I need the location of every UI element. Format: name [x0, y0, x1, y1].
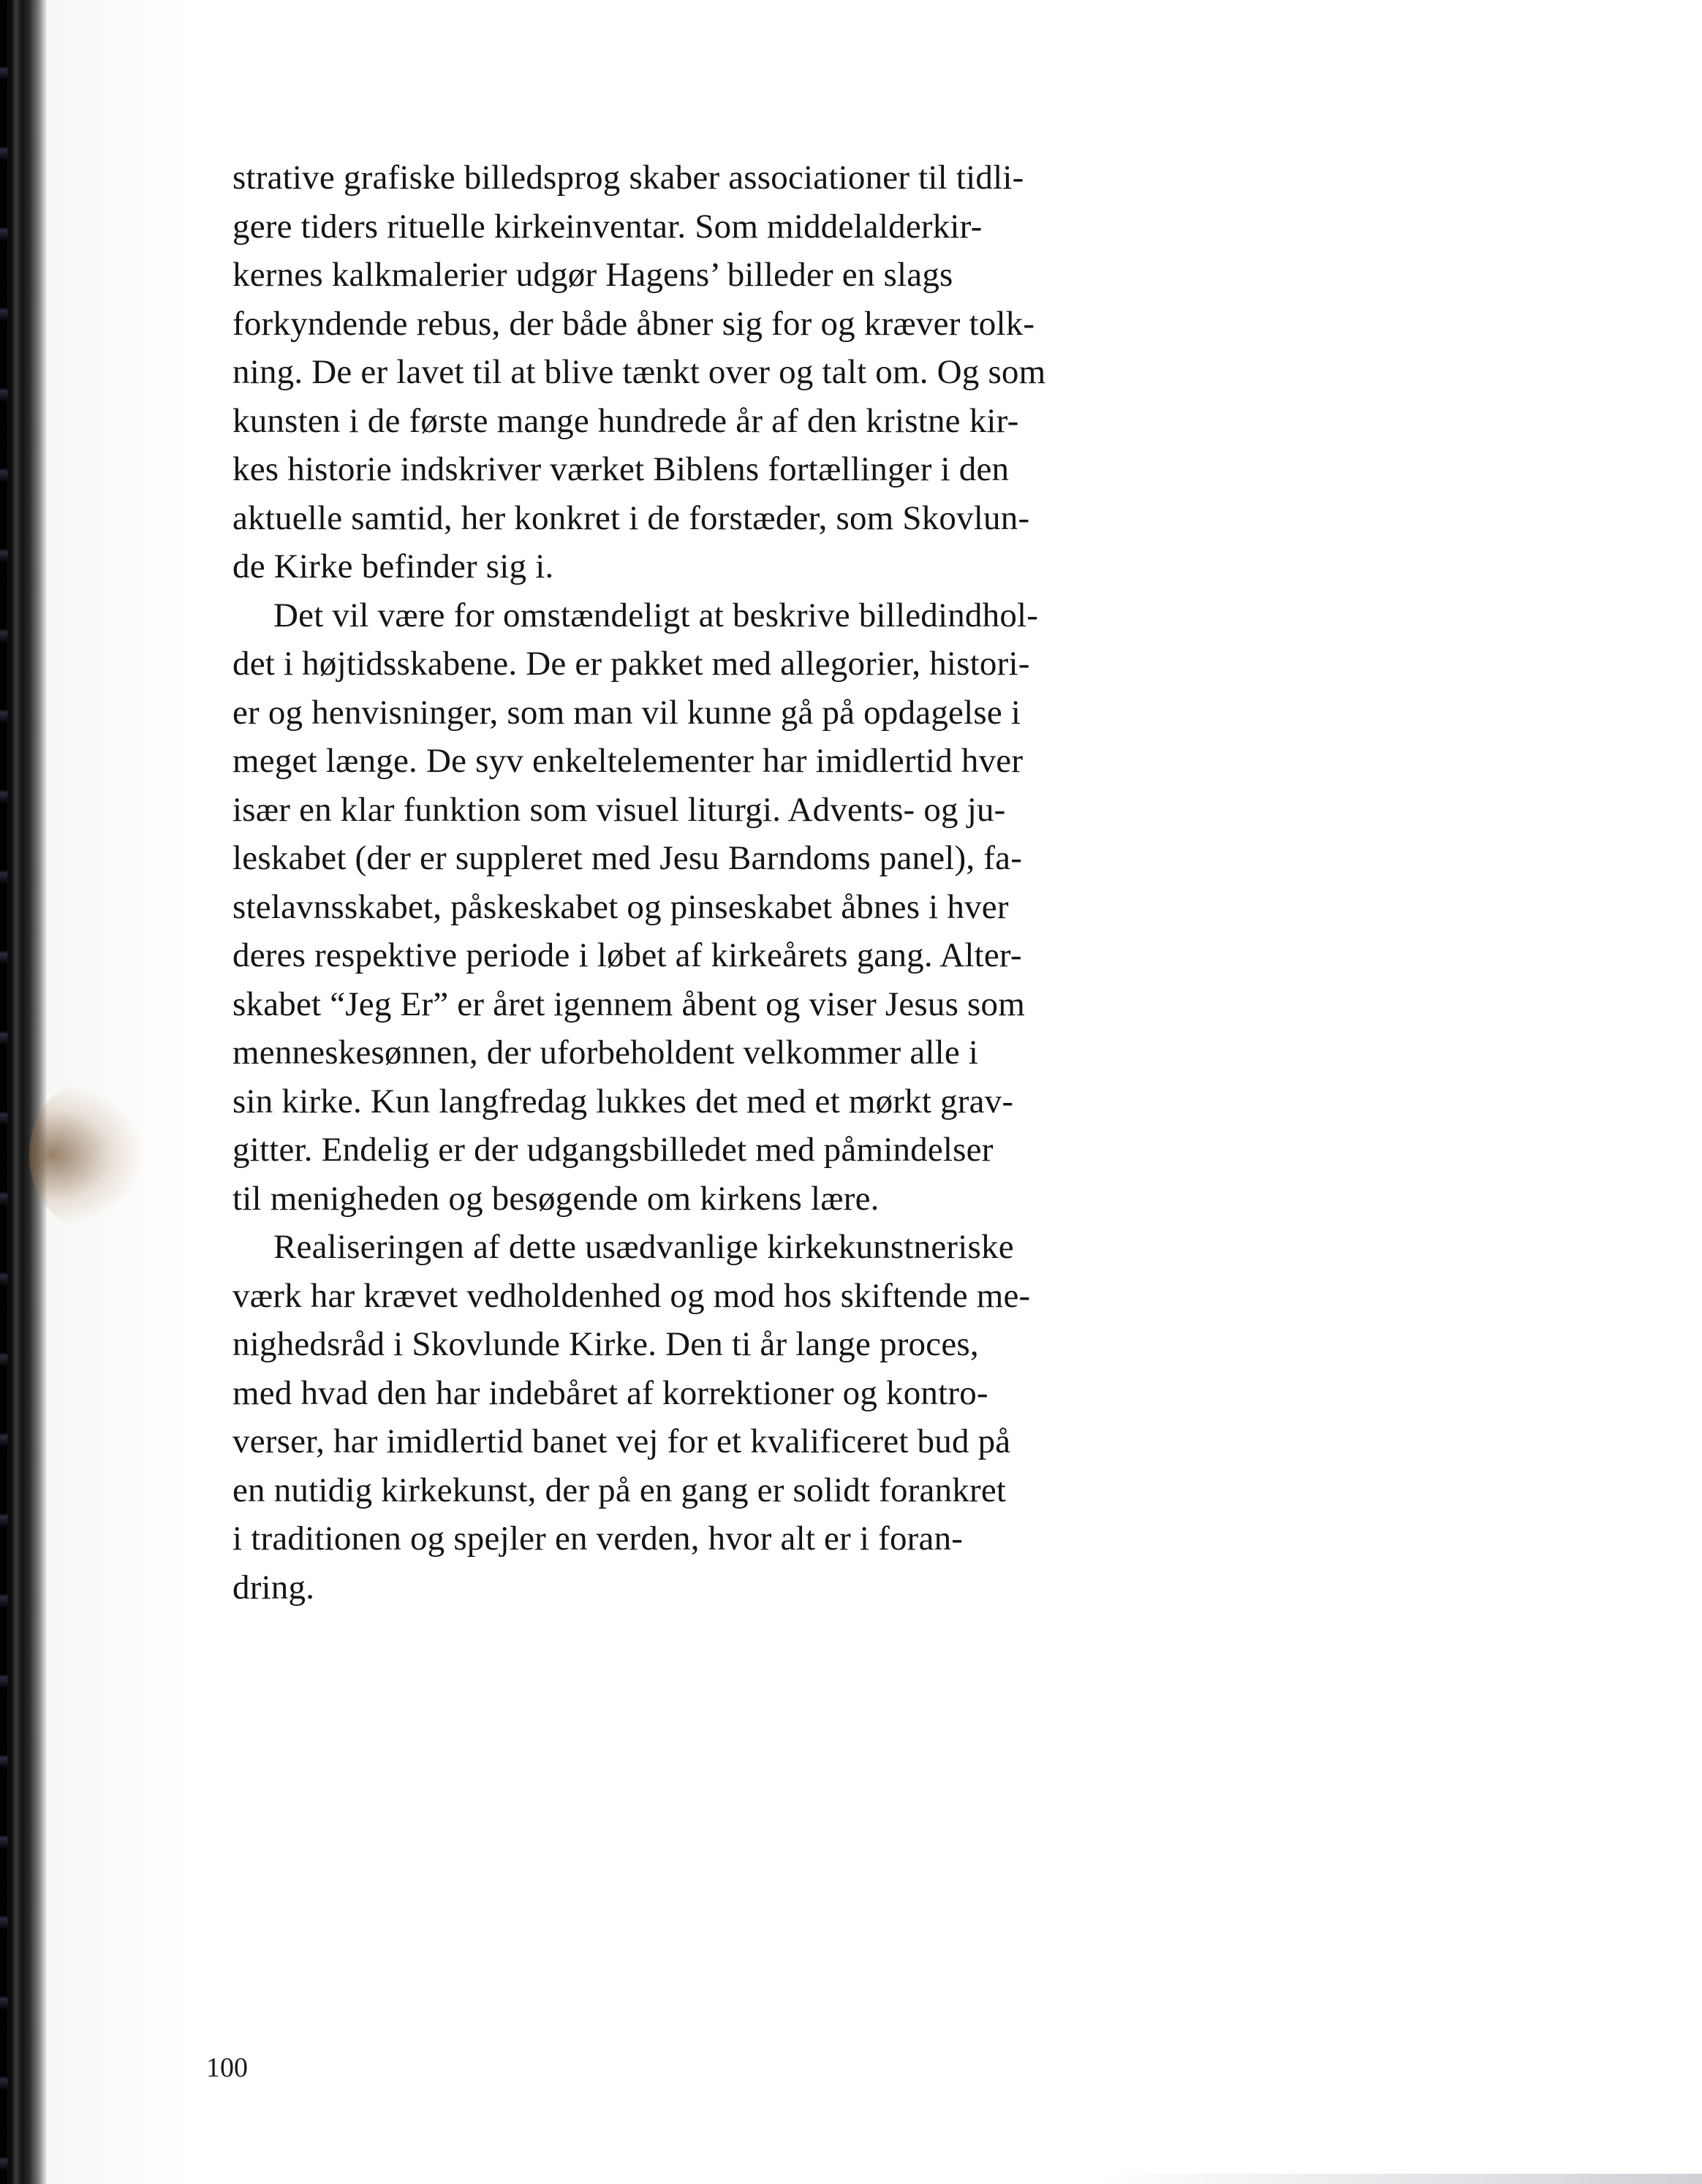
text-line: især en klar funktion som visuel liturgi. Advents- og ju-: [232, 790, 1006, 829]
spine-shadow: [29, 1082, 146, 1228]
spine-edge: [0, 0, 7, 2184]
text-line: kernes kalkmalerier udgør Hagens’ billeder en slags: [232, 256, 953, 294]
text-line: nighedsråd i Skovlunde Kirke. Den ti år lange proces,: [232, 1325, 979, 1363]
paragraph-1: [232, 153, 1176, 591]
text-line: værk har krævet vedholdenhed og mod hos skiftende me-: [232, 1276, 1031, 1315]
text-line: leskabet (der er suppleret med Jesu Barndoms panel), fa-: [232, 839, 1023, 877]
text-line: skabet “Jeg Er” er året igennem åbent og viser Jesus som: [232, 985, 1026, 1023]
text-line: en nutidig kirkekunst, der på en gang er solidt forankret: [232, 1471, 1007, 1509]
text-line: er og henvisninger, som man vil kunne gå på opdagelse i: [232, 693, 1021, 732]
body-text: [232, 153, 1176, 1612]
paragraph-2: [232, 591, 1176, 1224]
text-line: stelavnsskabet, påskeskabet og pinseskabet åbnes i hver: [232, 887, 1009, 926]
text-line: sin kirke. Kun langfredag lukkes det med et mørkt grav-: [232, 1082, 1014, 1121]
text-line: dring.: [232, 1568, 315, 1607]
text-line: deres respektive periode i løbet af kirkeårets gang. Alter-: [232, 936, 1022, 974]
text-line: meget længe. De syv enkeltelementer har imidlertid hver: [232, 742, 1024, 780]
text-line: gere tiders rituelle kirkeinventar. Som middelalderkir-: [232, 207, 983, 246]
text-line: menneskesønnen, der uforbeholdent velkommer alle i: [232, 1034, 979, 1072]
text-line: verser, har imidlertid banet vej for et kvalificeret bud på: [232, 1422, 1011, 1460]
text-line: aktuelle samtid, her konkret i de forstæder, som Skovlun-: [232, 498, 1030, 537]
text-line: Det vil være for omstændeligt at beskrive billedindhol-: [273, 596, 1039, 634]
text-line: Realiseringen af dette usædvanlige kirkekunstneriske: [273, 1228, 1014, 1266]
page-number: 100: [206, 2052, 248, 2083]
text-line: forkyndende rebus, der både åbner sig for og kræver tolk-: [232, 304, 1035, 343]
text-line: de Kirke befinder sig i.: [232, 547, 554, 585]
text-line: til menigheden og besøgende om kirkens lære.: [232, 1179, 880, 1218]
text-line: kunsten i de første mange hundrede år af den kristne kir-: [232, 401, 1019, 440]
text-line: i traditionen og spejler en verden, hvor alt er i foran-: [232, 1520, 964, 1558]
text-line: gitter. Endelig er der udgangsbilledet med påmindelser: [232, 1131, 994, 1169]
text-line: ning. De er lavet til at blive tænkt over og talt om. Og som: [232, 353, 1046, 391]
paragraph-3: [232, 1223, 1176, 1612]
text-line: med hvad den har indebåret af korrektioner og kontro-: [232, 1373, 988, 1412]
text-line: det i højtidsskabene. De er pakket med allegorier, histori-: [232, 645, 1030, 683]
text-line: strative grafiske billedsprog skaber associationer til tidli-: [232, 159, 1024, 197]
page-bottom-shadow: [1097, 2174, 1702, 2184]
text-line: kes historie indskriver værket Biblens fortællinger i den: [232, 450, 1010, 488]
